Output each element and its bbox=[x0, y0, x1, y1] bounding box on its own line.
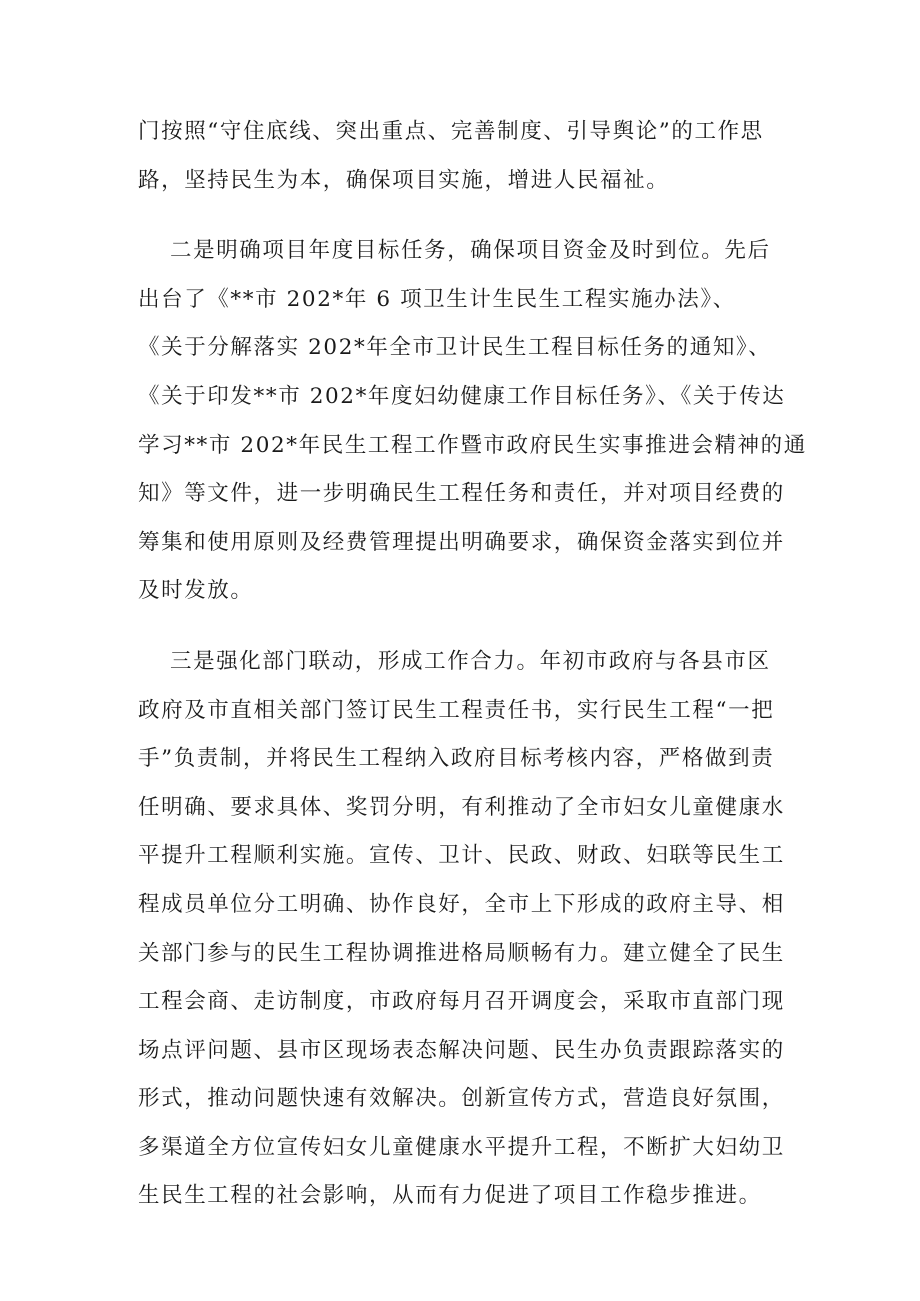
paragraph-1 bbox=[138, 108, 794, 205]
text-line: 手”负责制，并将民生工程纳入政府目标考核内容，严格做到责 bbox=[138, 746, 775, 772]
paragraph-3 bbox=[138, 638, 794, 1221]
text-line: 二是明确项目年度目标任务，确保项目资金及时到位。先后 bbox=[170, 238, 771, 264]
text-line: 工程会商、走访制度，市政府每月召开调度会，采取市直部门现 bbox=[138, 989, 785, 1015]
paragraph-2 bbox=[138, 227, 807, 616]
text-line: 任明确、要求具体、奖罚分明，有利推动了全市妇女儿童健康水 bbox=[138, 794, 785, 820]
text-line: 场点评问题、县市区现场表态解决问题、民生办负责跟踪落实的 bbox=[138, 1037, 785, 1063]
text-line: 平提升工程顺利实施。宣传、卫计、民政、财政、妇联等民生工 bbox=[138, 843, 785, 869]
text-line: 出台了《**市 202*年 6 项卫生计生民生工程实施办法》、 bbox=[138, 286, 736, 312]
text-line: 程成员单位分工明确、协作良好，全市上下形成的政府主导、相 bbox=[138, 891, 785, 917]
document-body bbox=[138, 108, 807, 1221]
text-line: 及时发放。 bbox=[138, 578, 254, 604]
text-line: 生民生工程的社会影响，从而有力促进了项目工作稳步推进。 bbox=[138, 1183, 762, 1209]
text-line: 政府及市直相关部门签订民生工程责任书，实行民生工程“一把 bbox=[138, 697, 775, 723]
text-line: 筹集和使用原则及经费管理提出明确要求，确保资金落实到位并 bbox=[138, 529, 785, 555]
text-line: 多渠道全方位宣传妇女儿童健康水平提升工程，不断扩大妇幼卫 bbox=[138, 1134, 785, 1160]
text-line: 《关于分解落实 202*年全市卫计民生工程目标任务的通知》、 bbox=[138, 335, 772, 361]
text-line: 知》等文件，进一步明确民生工程任务和责任，并对项目经费的 bbox=[138, 481, 785, 507]
text-line: 学习**市 202*年民生工程工作暨市政府民生实事推进会精神的通 bbox=[138, 432, 807, 458]
text-line: 形式，推动问题快速有效解决。创新宣传方式，营造良好氛围， bbox=[138, 1086, 785, 1112]
text-line: 路，坚持民生为本，确保项目实施，增进人民福祉。 bbox=[138, 167, 670, 193]
text-line: 《关于印发**市 202*年度妇幼健康工作目标任务》、《关于传达 bbox=[138, 383, 786, 409]
text-line: 关部门参与的民生工程协调推进格局顺畅有力。建立健全了民生 bbox=[138, 940, 785, 966]
text-line: 三是强化部门联动，形成工作合力。年初市政府与各县市区 bbox=[170, 648, 771, 674]
text-line: 门按照“守住底线、突出重点、完善制度、引导舆论”的工作思 bbox=[138, 119, 764, 144]
